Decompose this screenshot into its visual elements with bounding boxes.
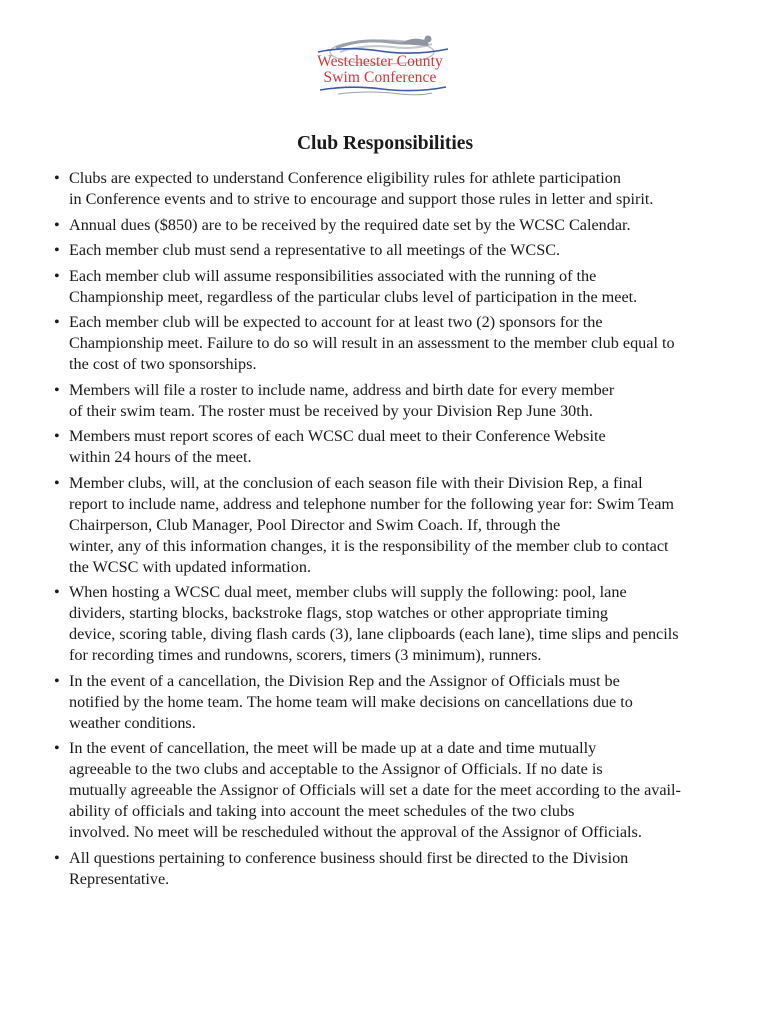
list-item	[53, 380, 753, 422]
list-item	[53, 848, 753, 890]
list-item-line: of their swim team. The roster must be received by your Division Rep June 30th.	[69, 401, 593, 420]
bullet-glyph: •	[54, 313, 60, 331]
logo-text-line-1: Westchester County	[317, 53, 443, 70]
list-item	[53, 312, 753, 375]
list-item	[53, 168, 753, 210]
responsibilities-list	[53, 168, 753, 894]
list-item	[53, 582, 753, 666]
list-item-line: Chairperson, Club Manager, Pool Director and Swim Coach. If, through the	[69, 515, 561, 534]
list-item-line: Member clubs, will, at the conclusion of each season file with their Division Rep, a final	[69, 473, 643, 492]
list-item	[53, 215, 753, 236]
bullet-glyph: •	[54, 241, 60, 259]
list-item-line: agreeable to the two clubs and acceptable to the Assignor of Officials. If no date is	[69, 760, 603, 778]
list-item-line: for recording times and rundowns, scorers, timers (3 minimum), runners.	[69, 646, 542, 664]
list-item-line: dividers, starting blocks, backstroke flags, stop watches or other appropriate timing	[69, 604, 609, 622]
list-item-line: the WCSC with updated information.	[69, 557, 312, 576]
list-item-line: Annual dues ($850) are to be received by the required date set by the WCSC Calendar.	[69, 215, 631, 234]
list-item	[53, 266, 753, 308]
list-item-line: Members will file a roster to include name, address and birth date for every member	[69, 380, 615, 399]
list-item-line: Each member club must send a representative to all meetings of the WCSC.	[69, 241, 561, 259]
list-item-line: involved. No meet will be rescheduled without the approval of the Assignor of Officials.	[69, 823, 642, 841]
bullet-glyph: •	[54, 169, 60, 187]
bullet-glyph: •	[54, 266, 60, 285]
logo-text-line-2: Swim Conference	[323, 69, 437, 86]
wcsc-logo	[300, 32, 460, 100]
page-title: Club Responsibilities	[296, 133, 474, 154]
bullet-glyph: •	[54, 671, 60, 690]
list-item-line: Each member club will assume responsibilities associated with the running of the	[69, 266, 597, 285]
list-item-line: Championship meet. Failure to do so will result in an assessment to the member club equal to	[69, 334, 675, 352]
list-item	[53, 426, 753, 468]
list-item-line: Representative.	[69, 869, 170, 888]
bullet-glyph: •	[54, 427, 60, 445]
list-item-line: When hosting a WCSC dual meet, member clubs will supply the following: pool, lane	[69, 583, 627, 601]
list-item-line: weather conditions.	[69, 713, 196, 732]
bullet-glyph: •	[54, 380, 60, 399]
bullet-glyph: •	[54, 848, 60, 867]
list-item	[53, 473, 753, 578]
list-item-line: within 24 hours of the meet.	[69, 448, 252, 466]
list-item	[53, 738, 753, 843]
list-item-line: mutually agreeable the Assignor of Officials will set a date for the meet according to the avail-	[69, 781, 681, 799]
list-item-line: winter, any of this information changes, it is the responsibility of the member club to contact	[69, 536, 669, 555]
list-item-line: In the event of cancellation, the meet will be made up at a date and time mutually	[69, 739, 597, 757]
bullet-glyph: •	[54, 739, 60, 757]
list-item-line: notified by the home team. The home team will make decisions on cancellations due to	[69, 692, 633, 711]
list-item-line: ability of officials and taking into account the meet schedules of the two clubs	[69, 802, 575, 820]
list-item-line: All questions pertaining to conference business should first be directed to the Division	[69, 848, 629, 867]
bullet-glyph: •	[54, 583, 60, 601]
list-item-line: In the event of a cancellation, the Division Rep and the Assignor of Officials must be	[69, 671, 620, 690]
list-item	[53, 671, 753, 734]
list-item	[53, 240, 753, 261]
list-item-line: Clubs are expected to understand Conference eligibility rules for athlete participation	[69, 169, 621, 187]
bullet-glyph: •	[54, 473, 60, 492]
list-item-line: report to include name, address and telephone number for the following year for: Swim Team	[69, 494, 674, 513]
bullet-glyph: •	[54, 215, 60, 234]
list-item-line: in Conference events and to strive to encourage and support those rules in letter and spirit.	[69, 190, 654, 208]
list-item-line: Championship meet, regardless of the particular clubs level of participation in the meet.	[69, 287, 638, 306]
list-item-line: device, scoring table, diving flash cards (3), lane clipboards (each lane), time slips and pencils	[69, 625, 679, 643]
list-item-line: the cost of two sponsorships.	[69, 355, 257, 373]
list-item-line: Members must report scores of each WCSC dual meet to their Conference Website	[69, 427, 606, 445]
list-item-line: Each member club will be expected to account for at least two (2) sponsors for the	[69, 313, 603, 331]
